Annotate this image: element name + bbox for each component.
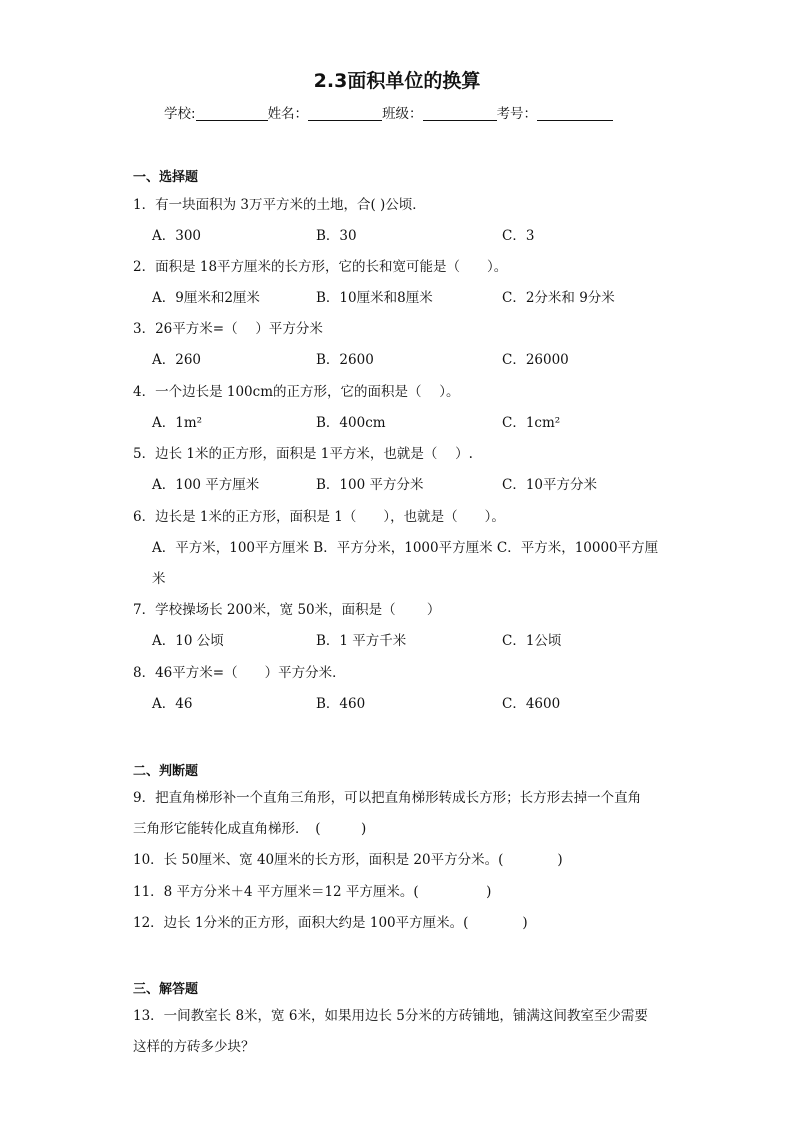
question-8: 8．46平方米=（ ）平方分米． [133,665,346,681]
question-6-options[interactable]: A．平方米，100平方厘米 B．平方分米，1000平方厘米 C．平方米，10000平方厘 [152,540,659,556]
option-c[interactable]: C．2分米和 9分米 [502,290,615,306]
option-a[interactable]: A．260 [152,352,202,368]
question-1: 1．有一块面积为 3万平方米的土地，合( )公顷． [133,197,426,213]
name-blank[interactable] [308,106,382,121]
question-4: 4．一个边长是 100cm的正方形，它的面积是（ ）。 [133,384,460,400]
option-a[interactable]: A．300 [152,228,202,244]
question-6: 6．边长是 1米的正方形，面积是 1（ ），也就是（ ）。 [133,509,505,525]
option-b[interactable]: B．400cm [316,415,386,431]
exam-no-blank[interactable] [537,106,613,121]
option-c[interactable]: C．10平方分米 [502,477,598,493]
option-c[interactable]: C．26000 [502,352,569,368]
option-c[interactable]: C．4600 [502,696,561,712]
school-blank[interactable] [196,106,268,121]
option-a[interactable]: A．1m² [152,415,203,431]
option-b[interactable]: B．10厘米和8厘米 [316,290,433,306]
question-13-wrap: 这样的方砖多少块？ [133,1039,255,1055]
option-b[interactable]: B．100 平方分米 [316,477,424,493]
option-b[interactable]: B．30 [316,228,357,244]
question-6-options-wrap: 米 [152,571,166,587]
option-c[interactable]: C．1公顷 [502,633,562,649]
option-c[interactable]: C．1cm² [502,415,561,431]
option-b[interactable]: B．460 [316,696,366,712]
option-a[interactable]: A．10 公顷 [152,633,224,649]
question-3: 3．26平方米=（ ）平方分米 [133,321,323,337]
option-b[interactable]: B．2600 [316,352,374,368]
option-a[interactable]: A．100 平方厘米 [152,477,260,493]
question-5: 5．边长 1米的正方形，面积是 1平方米，也就是（ ）. [133,446,473,462]
question-12[interactable]: 12．边长 1分米的正方形，面积大约是 100平方厘米。( ) [133,915,528,931]
section-answer-heading: 三、解答题 [133,982,199,997]
exam-no-label: 考号： [496,106,538,122]
page-title: 2.3面积单位的换算 [313,70,481,92]
option-a[interactable]: A．46 [152,696,193,712]
name-label: 姓名： [267,106,309,122]
school-label: 学校: [164,106,196,122]
question-7: 7．学校操场长 200米，宽 50米，面积是（ ） [133,602,441,618]
question-13: 13．一间教室长 8米，宽 6米，如果用边长 5分米的方砖铺地，铺满这间教室至少需要 [133,1008,648,1024]
section-choice-heading: 一、选择题 [133,170,199,185]
question-9-wrap[interactable]: 三角形它能转化成直角梯形． ( ) [133,821,367,837]
option-b[interactable]: B．1 平方千米 [316,633,407,649]
question-2: 2．面积是 18平方厘米的长方形，它的长和宽可能是（ ）。 [133,259,508,275]
student-info-row [164,102,613,122]
section-judge-heading: 二、判断题 [133,764,199,779]
option-a[interactable]: A．9厘米和2厘米 [152,290,260,306]
class-blank[interactable] [423,106,497,121]
question-10[interactable]: 10．长 50厘米、宽 40厘米的长方形，面积是 20平方分米。( ) [133,852,563,868]
question-9: 9．把直角梯形补一个直角三角形，可以把直角梯形转成长方形；长方形去掉一个直角 [133,790,642,806]
class-label: 班级： [382,106,423,122]
question-11[interactable]: 11．8 平方分米＋4 平方厘米＝12 平方厘米。( ) [133,884,492,900]
option-c[interactable]: C．3 [502,228,535,244]
